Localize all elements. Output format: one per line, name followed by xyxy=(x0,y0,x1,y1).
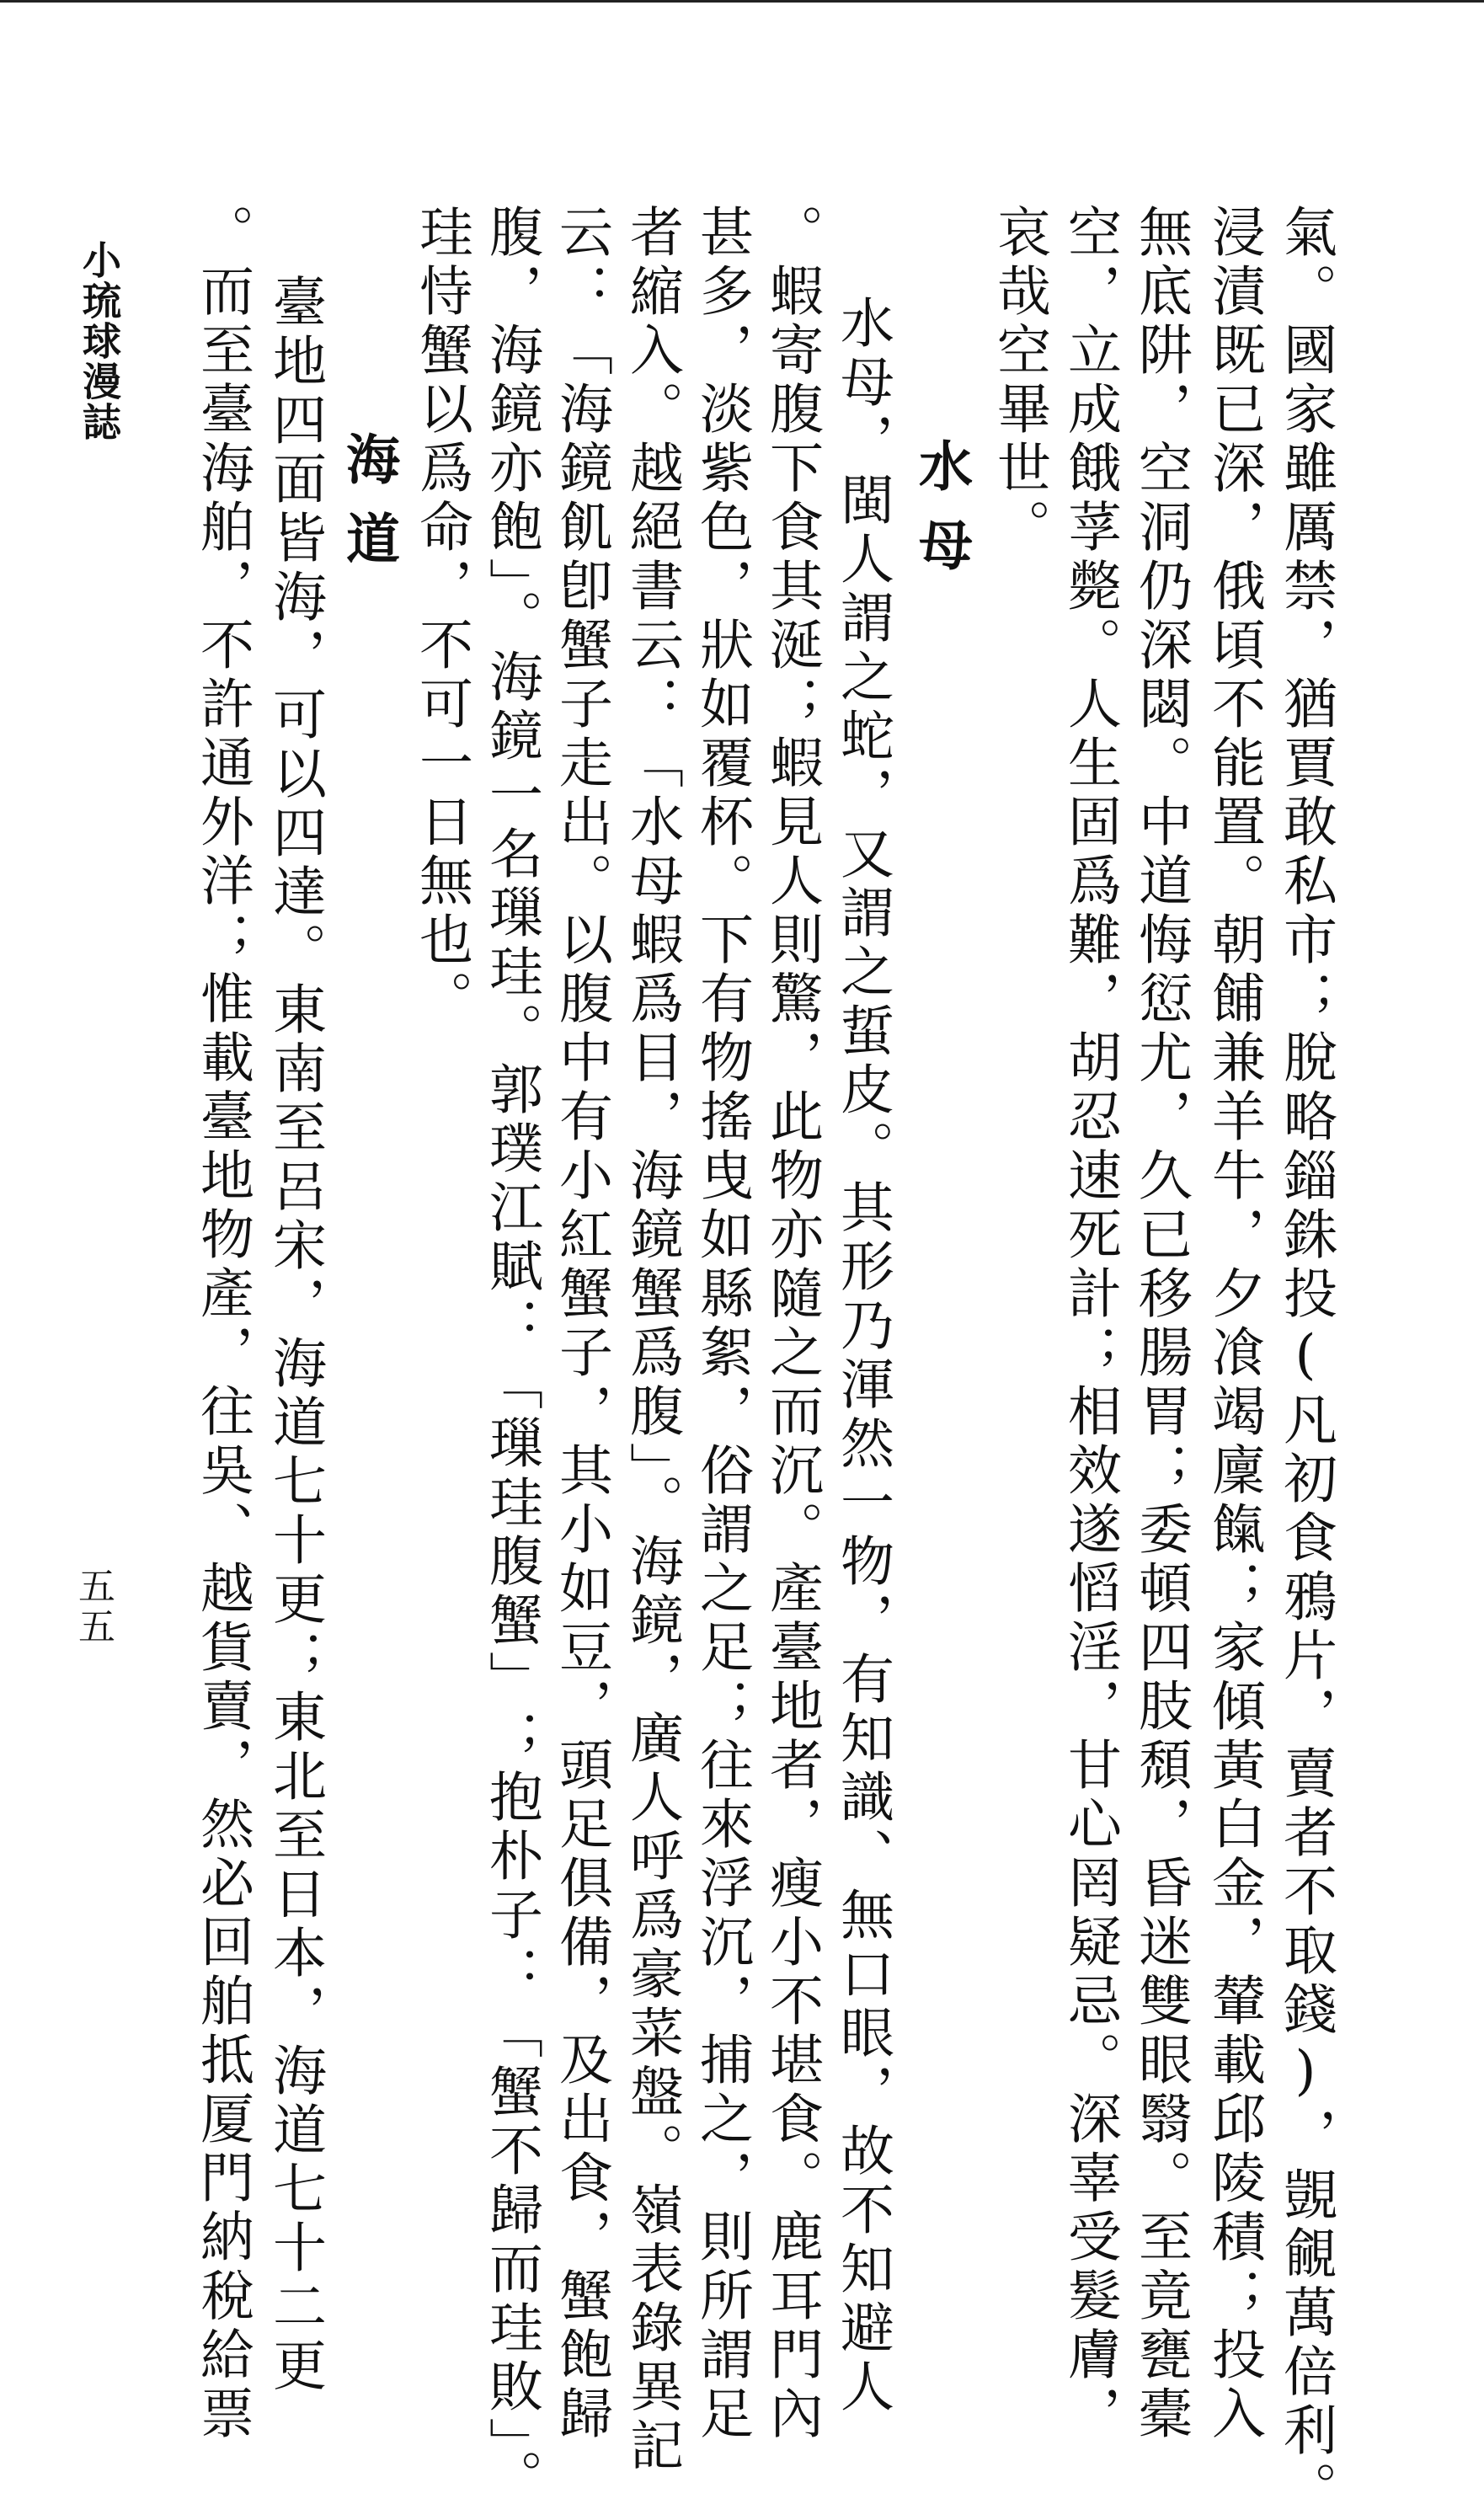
text-column-12: 珪恃蟹以爲命，不可一日無也。 xyxy=(410,204,472,1029)
text-column-9: 者縮入。越絕書云：「水母蝦爲目，海鏡蟹爲腹」。海鏡，廣人呼爲豪菜盤。嶺表錄異記 xyxy=(621,204,683,2476)
text-column-11: 腹，海鏡亦飽」。海鏡一名璅珪。郭璞江賦：「璅珪腹蟹」；抱朴子：「蟹不歸而珪敗」。 xyxy=(480,204,542,2508)
text-column-2: 浸漬既已深，俄頃不能置。朝餔兼羊牛，夕飡竭廩餼；家傾黃白金，輦載邱陵積；投入 xyxy=(1203,204,1265,2444)
running-title: 小琉球漫誌 xyxy=(77,240,122,442)
top-border-line xyxy=(0,0,1484,3)
text-column-4: 空，立成餓莩斃。人生固爲難，胡忍速死計；相效遂慆淫，甘心罔疑忌。深辜受髮膚， xyxy=(1059,204,1121,2444)
text-column-10: 云：「海鏡飢卽蟹子走出。以腹中有小紅蟹子，其小如豆，頭足俱備，及出食，蟹飽歸 xyxy=(550,204,612,2444)
text-column-13: 臺地四面皆海，可以四達。東南至呂宋，海道七十更；東北至日本，海道七十二更 xyxy=(264,274,326,2396)
section-heading-jellyfish: 水母 xyxy=(910,438,973,596)
text-column-7: 。蝦寄腹下食其涎；蝦見人則驚，此物亦隨之而沉。產臺地者，瘦小不堪食。鹿耳門內 xyxy=(761,204,823,2444)
text-column-8: 甚多，淡紫色，狀如覆杯。下有物搖曳如縣絮，俗謂之足；往來浮沉，捕之，則所謂足 xyxy=(691,204,753,2444)
page-number: 五五 xyxy=(72,1567,115,1647)
text-column-1: 氣。國家雖厲禁，猶賈敢私市；脫略錙銖投(凡初食鴉片，賣者不取錢)，覬覦萬倍利。 xyxy=(1274,204,1337,2520)
text-column-5: 哀哉空畢世。 xyxy=(988,204,1050,558)
text-column-3: 無底阱，空洞仍深閟。中道悔愆尤，久已移腸胃；委頓四肢頹，昏迷雙眼翳。至竟甕橐 xyxy=(1129,204,1192,2444)
text-column-14: 。而至臺海舶，不許通外洋；惟載臺地物產，往吳、越貨賣，然必回舶抵厦門納稅給票 xyxy=(191,204,254,2444)
text-column-6: 水母，閩人謂之蛇，又謂之蜇皮。其形乃渾然一物，有知識、無口眼，故不知避人 xyxy=(831,295,894,2417)
section-heading-sea-routes: 海道 xyxy=(337,431,400,590)
